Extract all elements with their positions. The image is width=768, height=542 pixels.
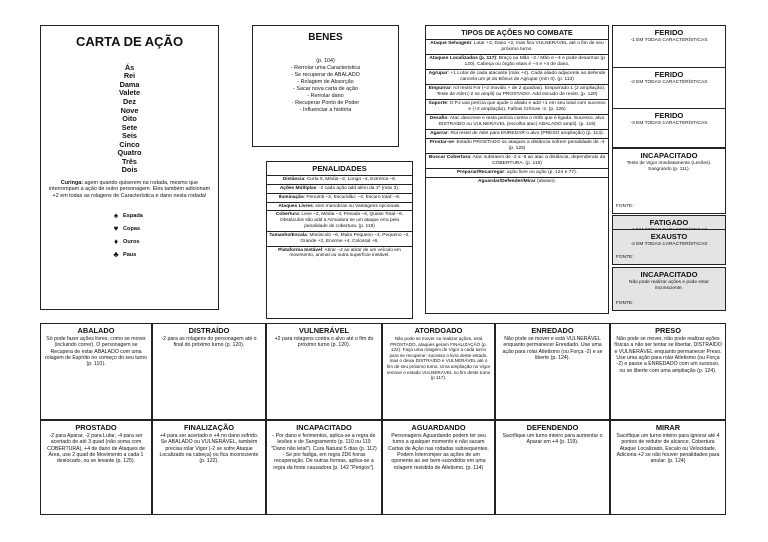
action-card-title: CARTA DE AÇÃO xyxy=(75,34,184,49)
condition-desc: -2 EM TODAS CARACTERÍSTICAS xyxy=(630,242,708,248)
penalty-row xyxy=(267,176,412,185)
state-desc: +4 para ser acertado e +4 no dano sofrido. Se ABALADO ou VULNERÁVEL, também precisa rolar Vigor (-2 se sofre Ataque Localizado na cabeça) ou fica inconsciente (p. 122). xyxy=(159,433,259,465)
state-title: ABALADO xyxy=(77,326,115,335)
combat-action-text: : Rol resist de Atlet para ENREDAR o alvo (PRESO ampliação) (p. 113). xyxy=(447,130,604,136)
state-cell xyxy=(266,420,382,515)
suit-paus-icon: ♣ xyxy=(113,250,119,260)
combat-action-text: : rol resist For (+2 movido + de 2 quadras). Empurrado 1 (2 ampliação). Teste de Atlet (-2 se ampli) ou PROSTADO. Add escudo de resist. (p. 120) xyxy=(436,85,606,97)
combat-action-label: Preparar/Recarregar xyxy=(456,169,505,175)
combat-action-text: : Estado PROSTADO os ataques a distância sofrem penalidade de -4 (p. 125) xyxy=(453,139,605,151)
penalty-text: : Penumb –2, Escuridão: –4; Escuro total: –6. xyxy=(303,194,401,200)
condition-title: INCAPACITADO xyxy=(640,270,698,279)
penalty-label: Distância xyxy=(282,177,305,182)
combat-action-row xyxy=(426,100,608,115)
combat-actions-panel xyxy=(425,25,609,314)
card-rank: Ás xyxy=(124,62,135,72)
condition-title: FERIDO xyxy=(654,70,684,79)
penalty-row xyxy=(267,211,412,232)
combat-action-text: (abaixo). xyxy=(535,178,556,184)
state-desc: Sacrifique um turno inteiro para ignorar até 4 pontos de redutor de alcance, Cobertura Ataque Localizado, Escalo ou Velocidade. Adiciona +2 se não houver penalidades para anular. (p. 124) xyxy=(616,433,720,465)
state-cell xyxy=(152,420,266,515)
combat-actions-title: TIPOS DE AÇÕES NO COMBATE xyxy=(426,26,608,40)
combat-action-label: Buscar Cobertura xyxy=(428,154,471,160)
combat-action-row xyxy=(426,85,608,100)
card-rank: Sete xyxy=(121,122,138,132)
combat-action-text: : Lutar +2, Dano +2, mas fica VULNERÁVEL até o fim de seu próximo turno. xyxy=(471,41,604,52)
card-rank: Dez xyxy=(123,96,136,106)
joker-rule xyxy=(47,180,212,200)
condition-title: INCAPACITADO xyxy=(640,151,698,160)
state-desc: -2 para Aparar, -2 para Lutar, -4 para ser acertado de até 3 quad (não soma com COBERTURA), +4 de dano de Ataques de Área, use 2 quad de Movimento a cada 1 deslocado, ou se levante (p. 125). xyxy=(47,433,145,465)
state-desc: -2 para as rolagens do personagem até o final do próximo turno (p. 120). xyxy=(161,336,257,349)
condition-title: FERIDO xyxy=(654,28,684,37)
suit-espada-icon: ♠ xyxy=(113,211,119,221)
state-cell xyxy=(495,323,610,420)
state-desc: - Por dano e ferimentos, aplica-se a regra de lesões e de Sangramento (p. 110 ou 119 "Dano não letal"). Cura Natural 5 dias (p. 112) - Se por fadiga, em regra 2D6 horas recuperação. De outras formas, aplica-se a regra da fonte causadora (p. 142 "Perigos"). xyxy=(271,433,377,471)
suit-item xyxy=(109,223,212,236)
benes-item: - Rerrolar uma Caracteristica xyxy=(290,65,361,72)
condition-source: FONTE: xyxy=(616,204,634,210)
penalties-panel xyxy=(266,161,413,319)
state-title: AGUARDANDO xyxy=(411,423,466,432)
combat-action-text: : Atac subtraem de -2 a -8 ao atac a distância, dependendo da COBERTURA. (p. 118) xyxy=(470,154,606,166)
benes-item: - Rerrolar dano xyxy=(307,93,344,100)
state-cell xyxy=(40,323,152,420)
joker-label: Curinga: xyxy=(60,179,84,186)
condition-desc: Não pode realizar ações e pode estar inconsciente. xyxy=(629,280,709,292)
condition-desc: -3 EM TODAS CARACTERÍSTICAS xyxy=(630,121,708,127)
condition-box xyxy=(612,25,726,68)
combat-action-label: Agrupar xyxy=(428,70,448,76)
condition-desc: -1 EM TODAS CARACTERÍSTICAS xyxy=(630,38,708,44)
combat-action-label: Empurrar xyxy=(428,85,451,91)
card-rank: Quatro xyxy=(117,148,142,158)
state-cell xyxy=(495,420,610,515)
action-card-panel xyxy=(40,25,219,310)
penalty-text: : Curta 0, Média –2, Longa –4, Extrema –8. xyxy=(304,177,397,182)
combat-action-label: Agarrar xyxy=(430,130,448,136)
penalty-text: : Leve −2, Média −4, Pesada −6, Quase Total −8. Obstáculos são add a Armadura se um ataque erra pela penalidade de cobertura. (p. 118) xyxy=(279,212,404,230)
state-cell xyxy=(610,323,726,420)
combat-action-text: : Braço ou Mão −2 / Mão e −4 e pode desarmar (p 120). Cabeça ou órgão vitais é −4 e +4 de dano. xyxy=(464,55,605,67)
suit-label: Ouros xyxy=(123,238,140,245)
combat-action-row xyxy=(426,130,608,139)
joker-text: agem quando quiserem na rodada, mesmo que interrompam a ação de outro personagem. Eles também adicionam +2 em todas as rolagens de Característica e dano nesta rodada! xyxy=(48,179,211,199)
condition-box xyxy=(612,148,726,214)
penalty-row xyxy=(267,194,412,203)
suit-ouros-icon: ♦ xyxy=(113,237,119,247)
combat-action-row xyxy=(426,154,608,169)
benes-list xyxy=(257,58,394,114)
combat-action-label: Aguardar/Defender/Mirar xyxy=(477,178,536,184)
card-rank: Dama xyxy=(119,79,140,89)
benes-item: - Rolagem de Absorção xyxy=(297,79,354,86)
suit-label: Espada xyxy=(123,212,143,219)
benes-item: (p. 104) xyxy=(316,58,335,65)
card-rank: Dois xyxy=(121,165,138,175)
penalty-row xyxy=(267,185,412,194)
benes-panel xyxy=(252,25,399,147)
benes-item: - Influenciar a história xyxy=(299,107,352,114)
state-desc: Não pode se mover, não pode realizar ações físicas a não ser tentar se libertar, DISTRAÍDO e VULNERÁVEL enquanto permanecer Preso. Use uma ação para rolar Atletismo (ou Força -2) e passe a ENREDADO com um sucesso, ou se liberte com uma ampliação (p. 124). xyxy=(614,336,722,374)
condition-desc: Teste de Vigor imediatamente (Lesões). Sangrando (p. 111). xyxy=(626,161,712,173)
state-title: ENREDADO xyxy=(531,326,574,335)
state-cell xyxy=(266,323,382,420)
card-rank: Nove xyxy=(120,105,139,115)
condition-box xyxy=(612,108,726,148)
state-desc: Não pode se mover e está VULNERÁVEL enquanto permanecer Enredado. Use uma ação para rolar Atletismo (ou Força -2) e se liberte (p. 124). xyxy=(502,336,603,362)
penalty-text: : Minúsculo −6, Muito Pequeno −4, Pequeno −2, Grande +2, Enorme +4, Colossal +6. xyxy=(300,232,410,244)
combat-action-row xyxy=(426,40,608,55)
state-desc: +2 para rolagens contra o alvo até o fim do próximo turno (p. 120). xyxy=(274,336,374,349)
state-title: ATORDOADO xyxy=(414,326,463,335)
state-title: INCAPACITADO xyxy=(296,423,352,432)
suit-copas-icon: ♥ xyxy=(113,224,119,234)
benes-title: BENES xyxy=(308,32,343,43)
penalty-row xyxy=(267,247,412,261)
penalty-label: Iluminação xyxy=(278,194,304,200)
state-cell xyxy=(610,420,726,515)
combat-action-row xyxy=(426,139,608,154)
state-cell xyxy=(382,420,495,515)
penalty-text: : sem manobras ou Vantagens opcionais. xyxy=(312,203,401,209)
state-title: DEFENDENDO xyxy=(526,423,579,432)
benes-item: - Sacar nova carta de ação xyxy=(293,86,358,93)
state-title: PROSTADO xyxy=(75,423,117,432)
suit-item xyxy=(109,249,212,262)
state-cell xyxy=(382,323,495,420)
combat-action-label: Ataque Selvagem xyxy=(430,41,472,46)
penalties-list xyxy=(267,176,412,260)
combat-action-row xyxy=(426,178,608,186)
combat-action-text: : Atac descreve e testa perícia contra o Atrib que é ligada. Sucesso, alvo DISTRAÍDO ou VULNERÁVEL (escolha atac) ABALADO ampli). (p. 119) xyxy=(438,115,605,127)
penalty-label: Ações Múltiplas xyxy=(279,185,317,191)
state-title: FINALIZAÇÃO xyxy=(183,423,235,432)
penalty-label: Ataques Livres xyxy=(278,203,313,209)
card-rank: Rei xyxy=(123,71,136,81)
penalty-label: Cobertura xyxy=(275,212,299,218)
combat-action-label: Suporte xyxy=(428,100,447,106)
penalty-label: Plataforma Instável xyxy=(278,247,323,253)
combat-action-row xyxy=(426,115,608,130)
state-desc: Só pode fazer ações livres, como se mover (incluindo correr). O personagem se Recupera de estar ABALADO com uma rolagem de Espírito no começo do seu turno (p. 110). xyxy=(44,336,148,368)
state-desc: Personagens Aguardando podem ter seu turno a qualquer momento e não sacam Cartas de Ação nas rodadas subsequentes. Podem Interromper as ações de um oponente ao ser bem-sucedidos em uma rolagem resistida de Atletismo. (p. 114) xyxy=(388,433,489,471)
condition-title: EXAUSTO xyxy=(650,232,688,241)
combat-actions-list xyxy=(426,40,608,186)
penalty-text: : Atirar −2 ao atirar de um veículo em movimento, animal ou outra superfície instável. xyxy=(289,247,401,259)
condition-box xyxy=(612,229,726,265)
penalty-text: : -2 cada ação add além da 1ª (máx 3). xyxy=(316,185,400,191)
condition-box xyxy=(612,67,726,111)
combat-action-row xyxy=(426,55,608,70)
combat-action-label: Desafio xyxy=(429,115,448,121)
state-title: PRESO xyxy=(655,326,681,335)
card-rank: Três xyxy=(121,156,137,166)
state-desc: Sacrifique um turno inteiro para aumentar o Aparar em +4 (p. 119). xyxy=(502,433,603,446)
penalty-row xyxy=(267,203,412,212)
card-rank: Cinco xyxy=(119,139,140,149)
suit-item xyxy=(109,236,212,249)
combat-action-row xyxy=(426,169,608,178)
condition-title: FERIDO xyxy=(654,111,684,120)
combat-action-text: : O PJ usa perícia que ajude o aliado e add +1 em seu total com sucesso e (+2 ampliação). Falhas Críticas -2. (p. 126) xyxy=(446,100,606,112)
benes-item: - Se recuperar de ABALADO xyxy=(291,72,360,79)
state-title: VULNERÁVEL xyxy=(298,326,350,335)
condition-source: FONTE: xyxy=(616,301,634,307)
combat-action-text: : ação livre ou ação (p. 124 e 77). xyxy=(504,169,578,175)
penalty-row xyxy=(267,232,412,247)
penalty-label: Tamanho/Escala xyxy=(269,232,307,238)
combat-action-text: : +1 Lutar de cada atacante (máx +4). Cada aliado adjacente ao defende cancela um pt do Bônus de Agrupar (mín 0). (p. 113) xyxy=(447,70,606,82)
state-title: MIRAR xyxy=(655,423,681,432)
condition-title: FATIGADO xyxy=(649,218,689,227)
combat-action-row xyxy=(426,70,608,85)
condition-box xyxy=(612,267,726,311)
suit-item xyxy=(109,210,212,223)
benes-item: - Recuperar Ponto de Poder xyxy=(291,100,360,107)
combat-action-label: Prostar-se xyxy=(429,139,454,145)
card-ranks xyxy=(47,64,212,175)
card-rank: Seis xyxy=(121,131,137,141)
state-cell xyxy=(152,323,266,420)
card-rank: Oito xyxy=(122,114,137,124)
condition-desc: -2 EM TODAS CARACTERÍSTICAS xyxy=(630,80,708,86)
combat-action-label: Ataques Localizados (p. 117) xyxy=(429,55,497,61)
state-title: DISTRAÍDO xyxy=(188,326,230,335)
state-desc: Não pode se mover ou realizar ações, está PROSTADO, ataques geram FINALIZAÇÃO (p. 122). Faça uma rolagem de Vigor a cada turno para se recuperar: sucesso o livra deste estado, mas o deixa DISTRAÍDO e VULNERÁVEL até o fim de seu próximo turno. Uma ampliação no Vigor remove o estado VULNERÁVEL no fim deste turno (p 117). xyxy=(386,336,491,381)
suit-label: Copas xyxy=(123,225,141,232)
suit-label: Paus xyxy=(123,251,137,258)
condition-source: FONTE: xyxy=(616,255,634,261)
suit-list xyxy=(47,210,212,262)
state-cell xyxy=(40,420,152,515)
card-rank: Valete xyxy=(118,88,141,98)
penalties-title: PENALIDADES xyxy=(267,162,412,176)
